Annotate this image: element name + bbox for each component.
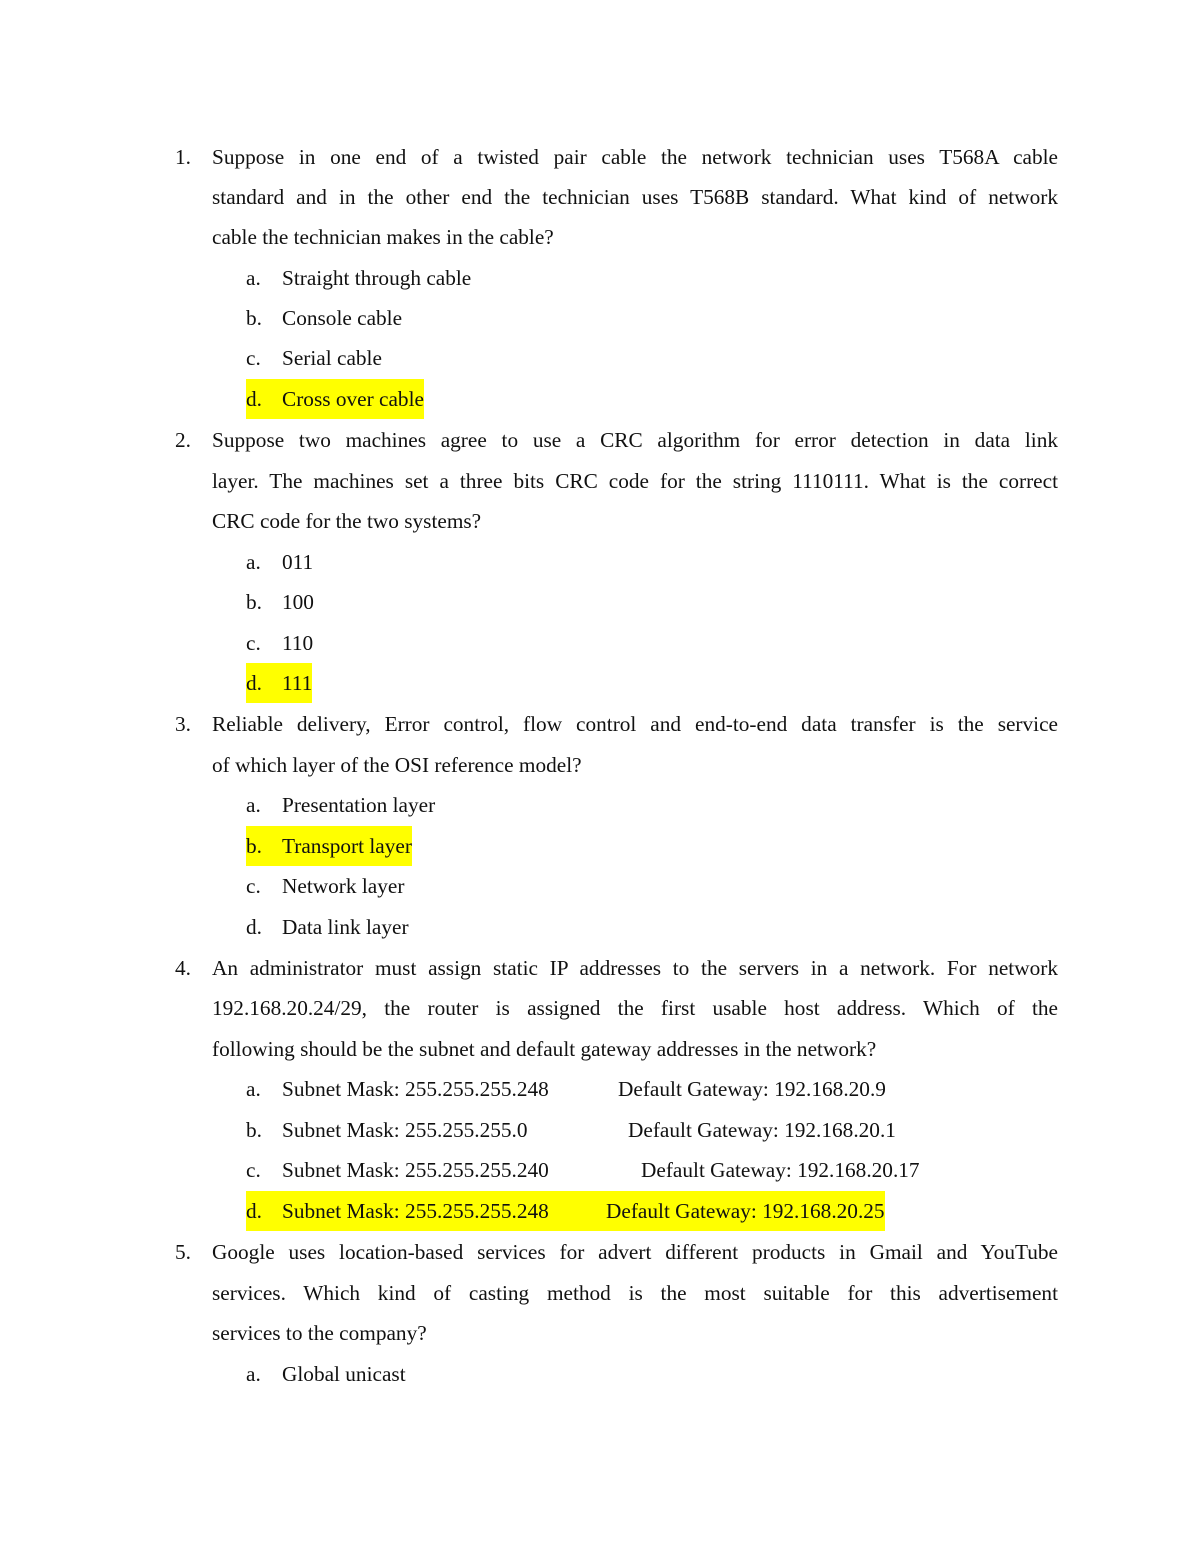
option-item-correct-answer [246,1191,885,1231]
question-text-line: Reliable delivery, Error control, flow control and end-to-end data transfer is the service [212,712,1058,736]
option-item [246,542,313,582]
option-text: Serial cable [282,346,382,370]
option-text-highlighted: Cross over cable [282,379,424,419]
option-text: 110 [282,631,314,655]
subnet-mask-text: Subnet Mask: 255.255.255.240 [282,1158,549,1182]
question-text-line: 192.168.20.24/29, the router is assigned the first usable host address. Which of the [212,996,1058,1020]
option-item [246,1150,920,1190]
question-number: 1. [175,145,191,169]
default-gateway-text: Default Gateway: 192.168.20.1 [628,1118,896,1142]
option-item-correct-answer [246,379,424,419]
option-item [246,623,313,663]
question-text-line: Suppose in one end of a twisted pair cable the network technician uses T568A cable [212,145,1058,169]
option-text: Straight through cable [282,266,472,290]
option-letter: a. [246,1362,261,1386]
option-text: Console cable [282,306,403,330]
subnet-mask-text: Subnet Mask: 255.255.255.248 [282,1077,549,1101]
question-text-line: services. Which kind of casting method is the most suitable for this advertisement [212,1281,1058,1305]
option-item [246,1069,886,1109]
option-letter: c. [246,1158,261,1182]
question-number: 3. [175,712,191,736]
option-text: Global unicast [282,1362,406,1386]
question-text-line: CRC code for the two systems? [212,509,482,533]
question-text-line: layer. The machines set a three bits CRC code for the string 1110111. What is the correct [212,469,1058,493]
default-gateway-text: Default Gateway: 192.168.20.17 [641,1158,920,1182]
option-letter: d. [246,379,282,419]
option-letter: b. [246,1118,262,1142]
option-letter: c. [246,346,261,370]
default-gateway-text-highlighted: Default Gateway: 192.168.20.25 [606,1191,885,1231]
option-item [246,907,409,947]
question-number: 2. [175,428,191,452]
question-text-line: services to the company? [212,1321,427,1345]
subnet-mask-text: Subnet Mask: 255.255.255.0 [282,1118,528,1142]
option-item [246,298,402,338]
option-letter: c. [246,631,261,655]
question-text-line: Google uses location-based services for advert different products in Gmail and YouTube [212,1240,1058,1264]
option-letter: c. [246,874,261,898]
option-item [246,785,435,825]
option-letter: a. [246,793,261,817]
option-letter: b. [246,826,282,866]
default-gateway-text: Default Gateway: 192.168.20.9 [618,1077,886,1101]
question-number: 4. [175,956,191,980]
option-letter: a. [246,266,261,290]
option-letter: d. [246,663,282,703]
question-text-line: Suppose two machines agree to use a CRC algorithm for error detection in data link [212,428,1058,452]
option-item [246,866,404,906]
question-text-line: of which layer of the OSI reference model? [212,753,582,777]
question-text-line: standard and in the other end the technician uses T568B standard. What kind of network [212,185,1058,209]
option-item [246,582,314,622]
option-text-highlighted: 111 [282,663,312,703]
option-letter: b. [246,306,262,330]
option-item [246,1354,406,1394]
option-text: 100 [282,590,314,614]
subnet-mask-text-highlighted: Subnet Mask: 255.255.255.248 [282,1191,606,1231]
option-text: Presentation layer [282,793,436,817]
option-text: Network layer [282,874,405,898]
option-item [246,1110,896,1150]
option-letter: d. [246,1191,282,1231]
question-text-line: An administrator must assign static IP addresses to the servers in a network. For network [212,956,1058,980]
option-letter: a. [246,550,261,574]
option-letter: a. [246,1077,261,1101]
question-text-line: cable the technician makes in the cable? [212,225,554,249]
option-text: Data link layer [282,915,409,939]
option-item [246,258,471,298]
option-item [246,338,382,378]
option-text-highlighted: Transport layer [282,826,412,866]
option-text: 011 [282,550,314,574]
question-number: 5. [175,1240,191,1264]
option-letter: b. [246,590,262,614]
option-item-correct-answer [246,826,412,866]
question-text-line: following should be the subnet and default gateway addresses in the network? [212,1037,877,1061]
option-letter: d. [246,915,262,939]
option-item-correct-answer [246,663,312,703]
